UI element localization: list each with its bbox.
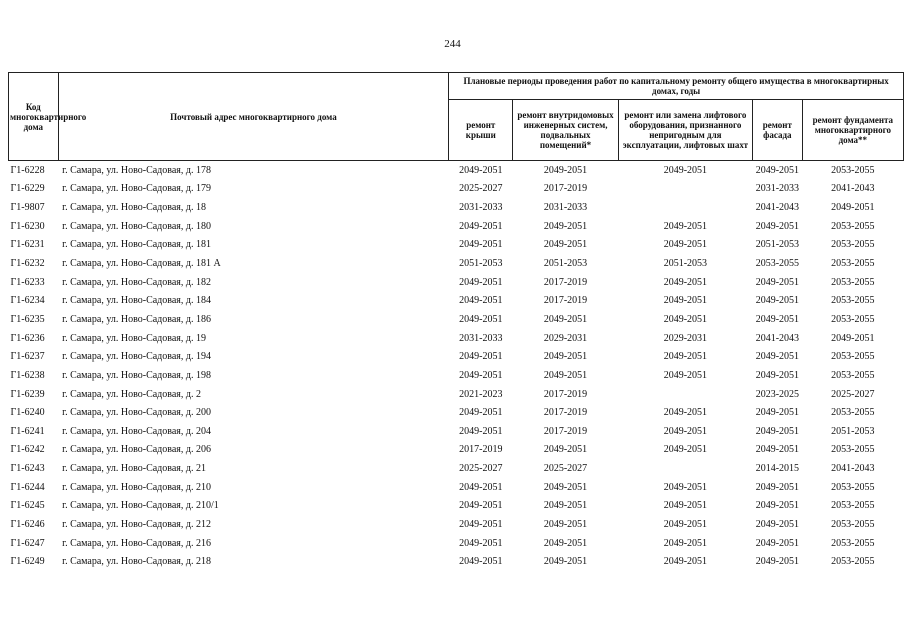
table-row (9, 534, 904, 553)
table-row (9, 254, 904, 273)
address-cell: г. Самара, ул. Ново-Садовая, д. 178 (62, 164, 211, 176)
table-header (9, 73, 904, 161)
elevator-period-cell: 2049-2051 (663, 425, 708, 437)
foundation-period-cell: 2041-2043 (831, 463, 875, 475)
systems-period-cell: 2049-2051 (543, 444, 588, 456)
elevator-period-cell: 2049-2051 (663, 444, 708, 456)
elevator-period-cell: 2049-2051 (663, 556, 708, 568)
foundation-period-cell: 2041-2043 (831, 183, 875, 195)
elevator-period-cell (618, 198, 752, 217)
code-cell: Г1-6249 (10, 556, 45, 568)
table-row (9, 478, 904, 497)
foundation-period-cell: 2049-2051 (831, 202, 875, 214)
elevator-period-cell: 2049-2051 (663, 313, 708, 325)
elevator-period-cell: 2049-2051 (663, 276, 708, 288)
table-row (9, 441, 904, 460)
roof-period-cell: 2049-2051 (459, 369, 503, 381)
table-row (9, 515, 904, 534)
foundation-period-cell: 2053-2055 (831, 220, 875, 232)
foundation-period-cell: 2053-2055 (831, 407, 875, 419)
code-cell: Г1-6241 (10, 425, 45, 437)
facade-period-cell: 2053-2055 (755, 258, 800, 270)
systems-period-cell: 2029-2031 (543, 332, 588, 344)
facade-period-cell: 2031-2033 (755, 183, 800, 195)
address-cell: г. Самара, ул. Ново-Садовая, д. 204 (62, 425, 211, 437)
column-header-address: Почтовый адрес многоквартирного дома (58, 73, 449, 161)
table-body (9, 161, 904, 572)
foundation-period-cell: 2053-2055 (831, 239, 875, 251)
elevator-period-cell: 2051-2053 (663, 258, 708, 270)
elevator-period-cell: 2049-2051 (663, 369, 708, 381)
address-cell: г. Самара, ул. Ново-Садовая, д. 182 (62, 276, 211, 288)
roof-period-cell: 2025-2027 (459, 463, 503, 475)
roof-period-cell: 2049-2051 (459, 481, 503, 493)
elevator-period-cell: 2029-2031 (663, 332, 708, 344)
foundation-period-cell: 2053-2055 (831, 537, 875, 549)
code-cell: Г1-6231 (10, 239, 45, 251)
address-cell: г. Самара, ул. Ново-Садовая, д. 181 А (62, 258, 221, 270)
code-cell: Г1-6236 (10, 332, 45, 344)
roof-period-cell: 2049-2051 (459, 425, 503, 437)
table-row (9, 552, 904, 571)
facade-period-cell: 2023-2025 (755, 388, 800, 400)
code-cell: Г1-6232 (10, 258, 45, 270)
elevator-period-cell: 2049-2051 (663, 500, 708, 512)
column-header-systems: ремонт внутридомовых инженерных систем, подвальных помещений* (513, 100, 618, 161)
systems-period-cell: 2017-2019 (543, 407, 588, 419)
code-cell: Г1-6237 (10, 351, 45, 363)
systems-period-cell: 2031-2033 (543, 202, 588, 214)
roof-period-cell: 2021-2023 (459, 388, 503, 400)
table-row (9, 291, 904, 310)
roof-period-cell: 2031-2033 (459, 202, 503, 214)
facade-period-cell: 2049-2051 (755, 556, 800, 568)
capital-repair-table (8, 72, 904, 571)
code-cell: Г1-6235 (10, 313, 45, 325)
roof-period-cell: 2017-2019 (459, 444, 503, 456)
column-header-roof: ремонт крыши (449, 100, 513, 161)
roof-period-cell: 2049-2051 (459, 518, 503, 530)
table-row (9, 347, 904, 366)
table-row (9, 198, 904, 217)
facade-period-cell: 2049-2051 (755, 369, 800, 381)
roof-period-cell: 2049-2051 (459, 239, 503, 251)
address-cell: г. Самара, ул. Ново-Садовая, д. 179 (62, 183, 211, 195)
systems-period-cell: 2049-2051 (543, 164, 588, 176)
facade-period-cell: 2049-2051 (755, 313, 800, 325)
foundation-period-cell: 2051-2053 (831, 425, 875, 437)
address-cell: г. Самара, ул. Ново-Садовая, д. 216 (62, 537, 211, 549)
address-cell: г. Самара, ул. Ново-Садовая, д. 212 (62, 518, 211, 530)
elevator-period-cell (618, 385, 752, 404)
table-row (9, 459, 904, 478)
foundation-period-cell: 2053-2055 (831, 258, 875, 270)
code-cell: Г1-9807 (10, 202, 45, 214)
facade-period-cell: 2041-2043 (755, 202, 800, 214)
code-cell: Г1-6239 (10, 388, 45, 400)
facade-period-cell: 2049-2051 (755, 407, 800, 419)
facade-period-cell: 2049-2051 (755, 295, 800, 307)
systems-period-cell: 2049-2051 (543, 351, 588, 363)
roof-period-cell: 2049-2051 (459, 500, 503, 512)
facade-period-cell: 2049-2051 (755, 276, 800, 288)
column-group-header-periods: Плановые периоды проведения работ по капитальному ремонту общего имущества в многоквартирных домах, годы (449, 73, 904, 100)
elevator-period-cell: 2049-2051 (663, 351, 708, 363)
foundation-period-cell: 2053-2055 (831, 500, 875, 512)
roof-period-cell: 2049-2051 (459, 164, 503, 176)
foundation-period-cell: 2053-2055 (831, 444, 875, 456)
address-cell: г. Самара, ул. Ново-Садовая, д. 200 (62, 407, 211, 419)
roof-period-cell: 2049-2051 (459, 295, 503, 307)
code-cell: Г1-6240 (10, 407, 45, 419)
facade-period-cell: 2049-2051 (755, 444, 800, 456)
roof-period-cell: 2049-2051 (459, 220, 503, 232)
foundation-period-cell: 2053-2055 (831, 556, 875, 568)
code-cell: Г1-6230 (10, 220, 45, 232)
table-row (9, 180, 904, 199)
foundation-period-cell: 2025-2027 (831, 388, 875, 400)
foundation-period-cell: 2049-2051 (831, 332, 875, 344)
roof-period-cell: 2049-2051 (459, 407, 503, 419)
elevator-period-cell: 2049-2051 (663, 220, 708, 232)
elevator-period-cell: 2049-2051 (663, 295, 708, 307)
code-cell: Г1-6233 (10, 276, 45, 288)
address-cell: г. Самара, ул. Ново-Садовая, д. 186 (62, 313, 211, 325)
page-number: 244 (444, 38, 461, 50)
systems-period-cell: 2049-2051 (543, 481, 588, 493)
systems-period-cell: 2017-2019 (543, 276, 588, 288)
elevator-period-cell: 2049-2051 (663, 239, 708, 251)
systems-period-cell: 2017-2019 (543, 183, 588, 195)
systems-period-cell: 2049-2051 (543, 313, 588, 325)
roof-period-cell: 2049-2051 (459, 351, 503, 363)
code-cell: Г1-6245 (10, 500, 45, 512)
systems-period-cell: 2049-2051 (543, 239, 588, 251)
facade-period-cell: 2049-2051 (755, 351, 800, 363)
code-cell: Г1-6243 (10, 463, 45, 475)
address-cell: г. Самара, ул. Ново-Садовая, д. 18 (62, 202, 206, 214)
code-cell: Г1-6244 (10, 481, 45, 493)
roof-period-cell: 2049-2051 (459, 556, 503, 568)
facade-period-cell: 2041-2043 (755, 332, 800, 344)
table-row (9, 329, 904, 348)
code-cell: Г1-6242 (10, 444, 45, 456)
code-cell: Г1-6228 (10, 164, 45, 176)
systems-period-cell: 2017-2019 (543, 295, 588, 307)
systems-period-cell: 2017-2019 (543, 425, 588, 437)
elevator-period-cell (618, 459, 752, 478)
address-cell: г. Самара, ул. Ново-Садовая, д. 210/1 (62, 500, 219, 512)
facade-period-cell: 2049-2051 (755, 518, 800, 530)
roof-period-cell: 2025-2027 (459, 183, 503, 195)
address-cell: г. Самара, ул. Ново-Садовая, д. 181 (62, 239, 211, 251)
address-cell: г. Самара, ул. Ново-Садовая, д. 180 (62, 220, 211, 232)
foundation-period-cell: 2053-2055 (831, 313, 875, 325)
table-row (9, 310, 904, 329)
address-cell: г. Самара, ул. Ново-Садовая, д. 218 (62, 556, 211, 568)
table-row (9, 236, 904, 255)
elevator-period-cell: 2049-2051 (663, 164, 708, 176)
facade-period-cell: 2014-2015 (755, 463, 800, 475)
elevator-period-cell: 2049-2051 (663, 407, 708, 419)
elevator-period-cell: 2049-2051 (663, 537, 708, 549)
code-cell: Г1-6234 (10, 295, 45, 307)
systems-period-cell: 2049-2051 (543, 500, 588, 512)
facade-period-cell: 2051-2053 (755, 239, 800, 251)
table-row (9, 385, 904, 404)
systems-period-cell: 2049-2051 (543, 537, 588, 549)
column-header-code: Код многоквартирного дома (9, 73, 59, 161)
address-cell: г. Самара, ул. Ново-Садовая, д. 19 (62, 332, 206, 344)
address-cell: г. Самара, ул. Ново-Садовая, д. 184 (62, 295, 211, 307)
foundation-period-cell: 2053-2055 (831, 518, 875, 530)
elevator-period-cell (618, 180, 752, 199)
foundation-period-cell: 2053-2055 (831, 481, 875, 493)
facade-period-cell: 2049-2051 (755, 164, 800, 176)
systems-period-cell: 2051-2053 (543, 258, 588, 270)
roof-period-cell: 2049-2051 (459, 537, 503, 549)
table-row (9, 366, 904, 385)
roof-period-cell: 2051-2053 (459, 258, 503, 270)
table-row (9, 422, 904, 441)
systems-period-cell: 2017-2019 (543, 388, 588, 400)
foundation-period-cell: 2053-2055 (831, 295, 875, 307)
facade-period-cell: 2049-2051 (755, 481, 800, 493)
code-cell: Г1-6246 (10, 518, 45, 530)
address-cell: г. Самара, ул. Ново-Садовая, д. 2 (62, 388, 201, 400)
foundation-period-cell: 2053-2055 (831, 351, 875, 363)
facade-period-cell: 2049-2051 (755, 500, 800, 512)
address-cell: г. Самара, ул. Ново-Садовая, д. 206 (62, 444, 211, 456)
elevator-period-cell: 2049-2051 (663, 518, 708, 530)
table-row (9, 273, 904, 292)
roof-period-cell: 2049-2051 (459, 276, 503, 288)
systems-period-cell: 2049-2051 (543, 556, 588, 568)
code-cell: Г1-6247 (10, 537, 45, 549)
roof-period-cell: 2049-2051 (459, 313, 503, 325)
systems-period-cell: 2025-2027 (543, 463, 588, 475)
table-row (9, 217, 904, 236)
foundation-period-cell: 2053-2055 (831, 276, 875, 288)
address-cell: г. Самара, ул. Ново-Садовая, д. 21 (62, 463, 206, 475)
table-row (9, 497, 904, 516)
foundation-period-cell: 2053-2055 (831, 369, 875, 381)
code-cell: Г1-6238 (10, 369, 45, 381)
facade-period-cell: 2049-2051 (755, 425, 800, 437)
table-row (9, 161, 904, 180)
column-header-facade: ремонт фасада (753, 100, 803, 161)
systems-period-cell: 2049-2051 (543, 518, 588, 530)
column-header-foundation: ремонт фундамента многоквартирного дома** (802, 100, 903, 161)
table-row (9, 403, 904, 422)
facade-period-cell: 2049-2051 (755, 537, 800, 549)
column-header-elevator: ремонт или замена лифтового оборудования, признанного непригодным для эксплуатации, лифтовых шахт (618, 100, 752, 161)
foundation-period-cell: 2053-2055 (831, 164, 875, 176)
address-cell: г. Самара, ул. Ново-Садовая, д. 198 (62, 369, 211, 381)
roof-period-cell: 2031-2033 (459, 332, 503, 344)
facade-period-cell: 2049-2051 (755, 220, 800, 232)
address-cell: г. Самара, ул. Ново-Садовая, д. 210 (62, 481, 211, 493)
address-cell: г. Самара, ул. Ново-Садовая, д. 194 (62, 351, 211, 363)
elevator-period-cell: 2049-2051 (663, 481, 708, 493)
systems-period-cell: 2049-2051 (543, 220, 588, 232)
code-cell: Г1-6229 (10, 183, 45, 195)
systems-period-cell: 2049-2051 (543, 369, 588, 381)
